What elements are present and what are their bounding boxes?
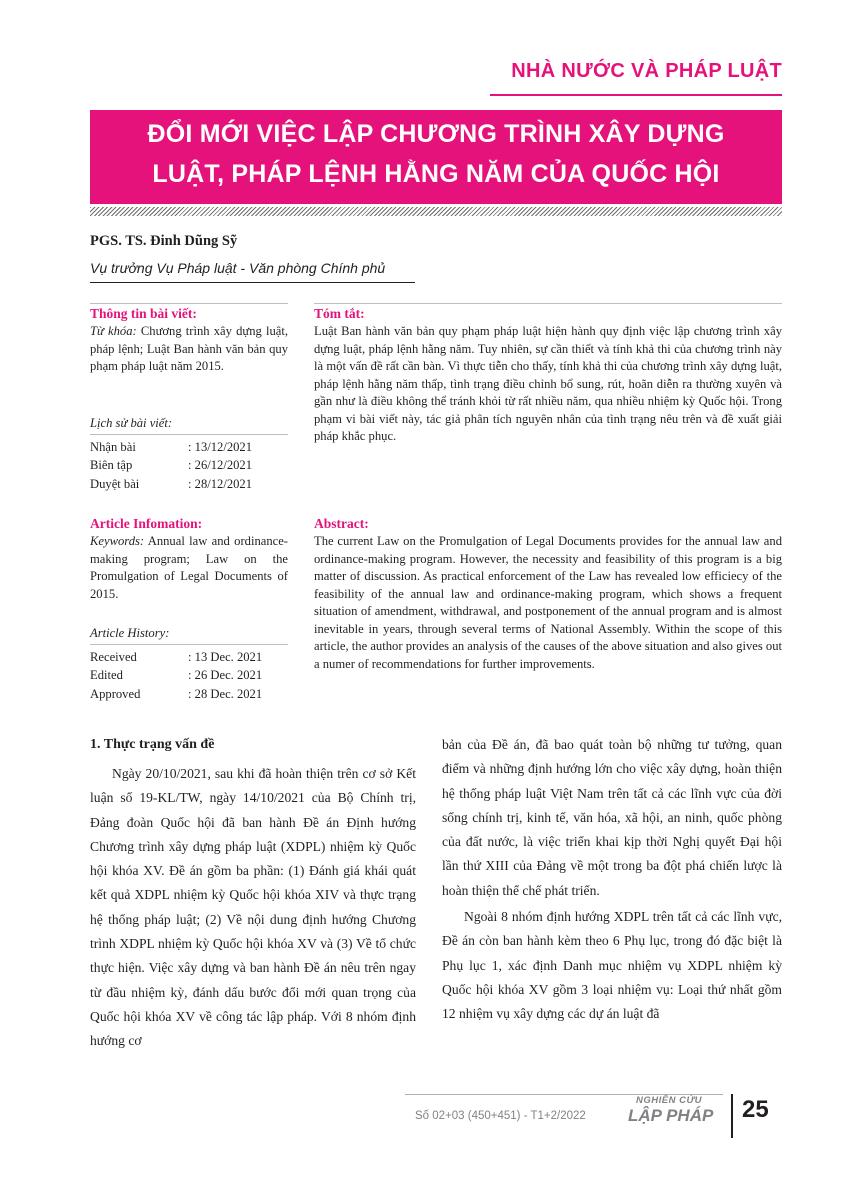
vi-history-label: Lịch sử bài viết:: [90, 416, 173, 430]
history-label: Duyệt bài: [90, 476, 140, 491]
vi-info-heading: Thông tin bài viết:: [90, 306, 197, 321]
history-row: [90, 438, 252, 457]
history-date: : 13/12/2021: [188, 439, 253, 454]
history-date: : 13 Dec. 2021: [188, 649, 263, 664]
history-row: [90, 475, 252, 494]
history-date: : 28 Dec. 2021: [188, 686, 263, 701]
body-column-right: [442, 733, 782, 1027]
body-paragraph: Ngày 20/10/2021, sau khi đã hoàn thiện trên cơ sở Kết luận số 19-KL/TW, ngày 14/10/2021 của Bộ Chính trị, Đảng đoàn Quốc hội đã ban hành Đề án Định hướng Chương trình xây dựng pháp luật (XDPL) nhiệm kỳ Quốc hội khóa XV. Đề án gồm ba phần: (1) Đánh giá khái quát kết quả XDPL nhiệm kỳ Quốc hội khóa XIV và thực trạng hệ thống pháp luật; (2) Về nội dung định hướng Chương trình XDPL nhiệm kỳ Quốc hội khóa XV và (3) Về tổ chức thực hiện. Việc xây dựng và ban hành Đề án nêu trên ngay từ đầu nhiệm kỳ, đánh dấu bước đổi mới quan trọng của Quốc hội khóa XV về công tác lập pháp. Với 8 nhóm định hướng cơ: [90, 766, 416, 1049]
en-info-heading: Article Infomation:: [90, 516, 203, 531]
en-abstract-text: The current Law on the Promulgation of Legal Documents provides for the annual law and ordinance-making program. However, the necessity and feasibility of this program is a big matter of discussion. As practical enforcement of the Law has revealed low efficiecy of the feasibility of the annual law and ordinance-making program, which shows a frequent situation of amendment, withdrawal, and postponement of the annual program and is almost inevitable in years, through several terms of National Assembly. Within the scope of this article, the author provides an analysis of the causes of the above situation and also gives out a numer of recommendations for further improvements.: [314, 534, 782, 671]
journal-logo-top: NGHIÊN CỨU: [636, 1095, 702, 1106]
history-row: [90, 457, 252, 476]
history-label: Approved: [90, 686, 141, 701]
history-row: [90, 648, 262, 667]
footer-separator: [731, 1094, 733, 1138]
en-keywords: [90, 533, 288, 603]
vi-summary-text: Luật Ban hành văn bản quy phạm pháp luật hiện hành quy định việc lập chương trình xây dựng luật, pháp lệnh hằng năm. Tuy nhiên, sự cần thiết và tính khả thi của chương trình này là một vấn đề rất cần bàn. Vì thực tiễn cho thấy, tính khả thi của chương trình xây dựng luật, pháp lệnh hằng năm thấp, tình trạng điều chỉnh bổ sung, rút, hoãn diễn ra thường xuyên và gần như là điều không thể tránh khỏi từ rất nhiều năm, qua nhiều nhiệm kỳ Quốc hội. Trong phạm vi bài viết này, tác giả phân tích nguyên nhân của tình trạng nêu trên và đề xuất giải pháp khắc phục.: [314, 324, 782, 443]
en-keywords-label: Keywords:: [90, 534, 145, 548]
history-label: Nhận bài: [90, 439, 136, 454]
title-banner: [90, 110, 782, 204]
summary-divider: [314, 303, 782, 304]
history-label: Biên tập: [90, 458, 133, 473]
article-title-line-2: LUẬT, PHÁP LỆNH HẰNG NĂM CỦA QUỐC HỘI: [152, 160, 720, 188]
history-row: [90, 685, 262, 704]
issue-info: Số 02+03 (450+451) - T1+2/2022: [415, 1110, 586, 1122]
affiliation-underline: [90, 282, 415, 283]
en-keywords-text: Annual law and ordinance-making program; Law on the Promulgation of Legal Documents of 2015.: [90, 534, 288, 601]
history-row: [90, 667, 262, 686]
section-underline: [490, 94, 782, 96]
vi-summary-heading: Tóm tắt:: [314, 306, 365, 321]
en-history-table: [90, 648, 262, 704]
journal-logo-bottom: LẬP PHÁP: [628, 1106, 714, 1125]
info-divider: [90, 303, 288, 304]
en-abstract-heading: Abstract:: [314, 516, 369, 531]
history-label: Received: [90, 649, 137, 664]
history-date: : 26/12/2021: [188, 458, 253, 473]
section-title: NHÀ NƯỚC VÀ PHÁP LUẬT: [511, 60, 782, 82]
page-number: 25: [742, 1096, 769, 1123]
en-history-label: Article History:: [90, 626, 170, 640]
body-column-left: [90, 762, 416, 1054]
vi-history-table: [90, 438, 252, 494]
author-affiliation: Vụ trưởng Vụ Pháp luật - Văn phòng Chính phủ: [90, 260, 386, 276]
history-date: : 26 Dec. 2021: [188, 668, 263, 683]
vi-keywords: [90, 323, 288, 376]
history-date: : 28/12/2021: [188, 476, 253, 491]
body-section-heading: 1. Thực trạng vấn đề: [90, 737, 215, 752]
history-divider: [90, 434, 288, 435]
history-divider: [90, 644, 288, 645]
body-paragraph: Ngoài 8 nhóm định hướng XDPL trên tất cả các lĩnh vực, Đề án còn ban hành kèm theo 6 Phụ lục, trong đó đặc biệt là Phụ lục 1, xác định Danh mục nhiệm vụ XDPL nhiệm kỳ Quốc hội khóa XV gồm 3 loại nhiệm vụ: Loại thứ nhất gồm 12 nhiệm vụ xây dựng các dự án luật đã: [442, 909, 782, 1022]
history-label: Edited: [90, 668, 123, 683]
vi-keywords-label: Từ khóa:: [90, 324, 137, 338]
article-title-line-1: ĐỔI MỚI VIỆC LẬP CHƯƠNG TRÌNH XÂY DỰNG: [147, 120, 725, 148]
author-name: PGS. TS. Đinh Dũng Sỹ: [90, 233, 238, 249]
body-paragraph: bản của Đề án, đã bao quát toàn bộ những tư tưởng, quan điểm và những định hướng lớn cho việc xây dựng, hoàn thiện hệ thống pháp luật Việt Nam trên tất cả các lĩnh vực của đời sống chính trị, kinh tế, văn hóa, xã hội, an ninh, quốc phòng của đất nước, là việc triển khai kịp thời Nghị quyết Đại hội lần thứ XIII của Đảng về một trong ba đột phá chiến lược là hoàn thiện thể chế phát triển.: [442, 737, 782, 898]
vi-keywords-text: Chương trình xây dựng luật, pháp lệnh; Luật Ban hành văn bản quy phạm pháp luật năm 2015.: [90, 324, 288, 373]
hatched-divider: [90, 207, 782, 216]
